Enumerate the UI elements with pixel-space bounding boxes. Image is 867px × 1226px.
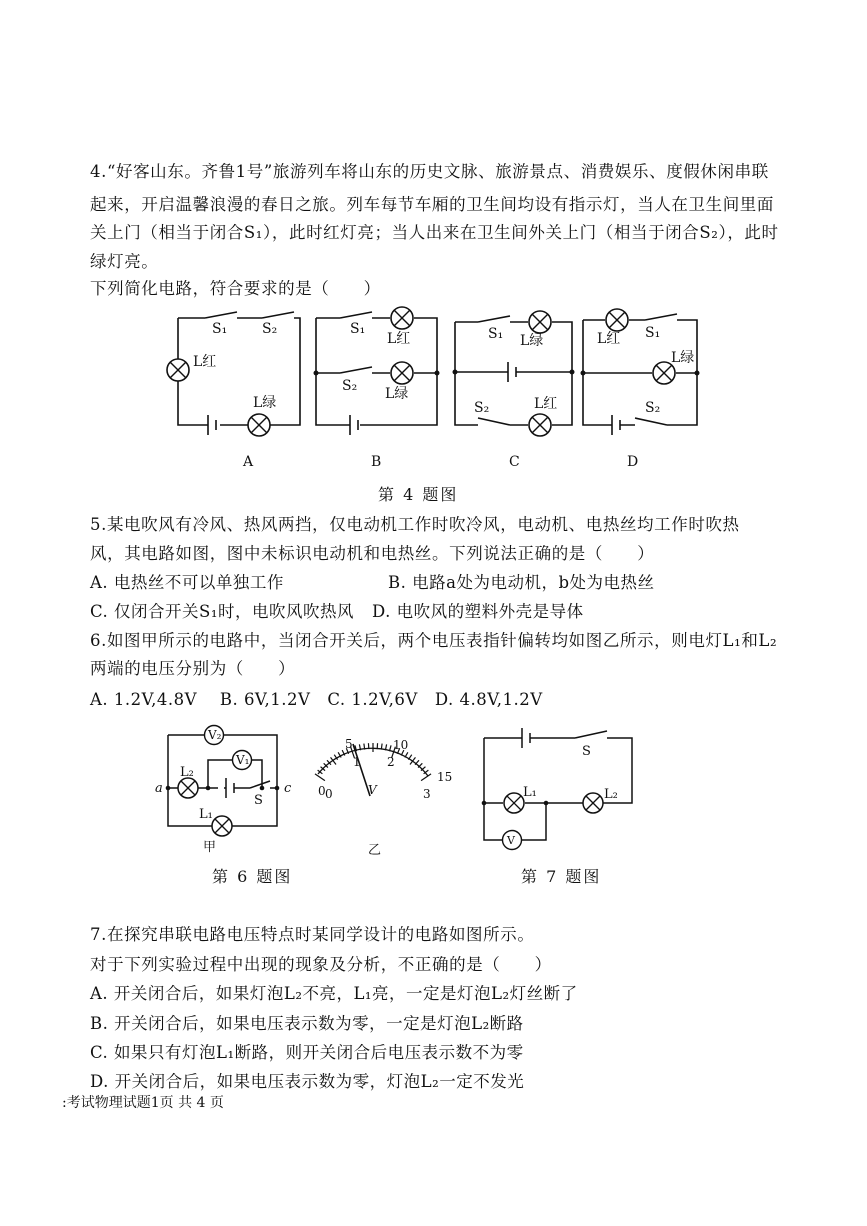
label-s2: S₂ xyxy=(474,400,490,416)
label-v: V xyxy=(507,834,515,847)
q7-option-d: D. 开关闭合后，如果电压表示数为零，灯泡L₂一定不发光 xyxy=(90,1072,525,1091)
q4-circuit-diagrams xyxy=(0,300,867,480)
label-v1: V₁ xyxy=(236,753,250,767)
option-label-a: A xyxy=(243,454,254,470)
q7-option-c: C. 如果只有灯泡L₁断路，则开关闭合后电压表示数不为零 xyxy=(90,1043,524,1062)
q7-figure xyxy=(484,728,632,840)
label-l-green: L绿 xyxy=(671,350,695,366)
label-l1: L₁ xyxy=(523,785,537,800)
meter-outer-5: 5 xyxy=(345,737,353,751)
lamp-icon xyxy=(391,307,413,329)
lamp-icon xyxy=(167,359,189,381)
q6-options: A. 1.2V,4.8V B. 6V,1.2V C. 1.2V,6V D. 4.8V,1.2V xyxy=(90,690,543,709)
q4-figure-caption: 第 4 题图 xyxy=(378,485,459,504)
label-c: c xyxy=(284,781,292,796)
label-s: S xyxy=(254,793,263,808)
label-l-red: L红 xyxy=(597,331,621,347)
label-l-green: L绿 xyxy=(520,333,544,349)
meter-unit-v: V xyxy=(368,783,377,797)
label-v2: V₂ xyxy=(208,728,222,742)
lamp-icon xyxy=(529,311,551,333)
q7-text-line2: 对于下列实验过程中出现的现象及分析，不正确的是（ ） xyxy=(90,955,552,974)
q7-option-a: A. 开关闭合后，如果灯泡L₂不亮，L₁亮，一定是灯泡L₂灯丝断了 xyxy=(90,984,578,1003)
lamp-icon xyxy=(391,362,413,384)
q5-text-line1: 5.某电吹风有冷风、热风两挡，仅电动机工作时吹冷风，电动机、电热丝均工作时吹热 xyxy=(90,515,740,534)
q4-text-line3: 关上门（相当于闭合S₁），此时红灯亮；当人出来在卫生间外关上门（相当于闭合S₂），此时 xyxy=(90,223,779,242)
q7-text-line1: 7.在探究串联电路电压特点时某同学设计的电路如图所示。 xyxy=(90,925,535,944)
figure-label-yi: 乙 xyxy=(368,843,382,858)
label-s1: S₁ xyxy=(645,325,661,341)
meter-inner-0: 0 xyxy=(325,787,333,801)
q6-figure-caption: 第 6 题图 xyxy=(212,867,293,886)
lamp-icon xyxy=(606,309,628,331)
lamp-icon xyxy=(529,414,551,436)
meter-tick xyxy=(364,744,365,750)
label-l-green: L绿 xyxy=(253,395,277,411)
q4-text-line1: 4.“好客山东。齐鲁1号”旅游列车将山东的历史文脉、旅游景点、消费娱乐、度假休闲串联 xyxy=(90,162,769,181)
meter-tick xyxy=(381,744,382,750)
q4-text-line5: 下列简化电路，符合要求的是（ ） xyxy=(90,279,381,298)
meter-inner-2: 2 xyxy=(387,755,395,769)
label-s1: S₁ xyxy=(350,321,366,337)
q6-text-line1: 6.如图甲所示的电路中，当闭合开关后，两个电压表指针偏转均如图乙所示，则电灯L₁和L₂ xyxy=(90,631,778,650)
label-s2: S₂ xyxy=(262,321,278,337)
meter-tick xyxy=(315,774,325,781)
page-footer: :考试物理试题1页 共 4 页 xyxy=(62,1095,224,1111)
q5-option-d: D. 电吹风的塑料外壳是导体 xyxy=(372,602,584,621)
label-s1: S₁ xyxy=(212,321,228,337)
meter-tick xyxy=(421,774,431,781)
lamp-icon xyxy=(583,793,603,813)
lamp-icon xyxy=(212,816,232,836)
option-label-c: C xyxy=(509,454,520,470)
meter-inner-1: 1 xyxy=(353,755,361,769)
q4-circuit-a xyxy=(178,312,300,435)
label-l-red: L红 xyxy=(387,331,411,347)
label-l2: L₂ xyxy=(180,765,194,780)
label-l1: L₁ xyxy=(199,807,213,822)
q7-figure-caption: 第 7 题图 xyxy=(521,867,602,886)
q4-text-line4: 绿灯亮。 xyxy=(90,252,159,271)
q4-circuit-b xyxy=(316,312,437,435)
q6-text-line2: 两端的电压分别为（ ） xyxy=(90,659,296,678)
q5-option-b: B. 电路a处为电动机，b处为电热丝 xyxy=(388,573,655,592)
lamp-icon xyxy=(248,414,270,436)
label-l2: L₂ xyxy=(604,787,618,802)
q5-text-line2: 风，其电路如图，图中未标识电动机和电热丝。下列说法正确的是（ ） xyxy=(90,544,655,563)
q5-option-c: C. 仅闭合开关S₁时，电吹风吹热风 xyxy=(90,602,354,621)
lamp-icon xyxy=(504,793,524,813)
q5-option-a: A. 电热丝不可以单独工作 xyxy=(90,573,284,592)
q7-option-b: B. 开关闭合后，如果电压表示数为零，一定是灯泡L₂断路 xyxy=(90,1014,524,1033)
label-l-red: L红 xyxy=(193,354,217,370)
label-s2: S₂ xyxy=(645,400,661,416)
meter-outer-10: 10 xyxy=(393,738,409,752)
label-s1: S₁ xyxy=(488,326,504,342)
option-label-d: D xyxy=(627,454,639,470)
label-s: S xyxy=(582,744,591,759)
meter-inner-3: 3 xyxy=(423,787,431,801)
meter-tick xyxy=(410,757,415,764)
label-l-red: L红 xyxy=(534,396,558,412)
q4-text-line2: 起来，开启温馨浪漫的春日之旅。列车每节车厢的卫生间均设有指示灯，当人在卫生间里面 xyxy=(90,195,774,214)
label-s2: S₂ xyxy=(342,378,358,394)
lamp-icon xyxy=(178,778,198,798)
label-l-green: L绿 xyxy=(385,386,409,402)
meter-outer-0: 0 xyxy=(318,784,326,798)
q6-q7-figures xyxy=(0,718,867,868)
figure-label-jia: 甲 xyxy=(203,840,217,855)
option-label-b: B xyxy=(371,454,382,470)
meter-outer-15: 15 xyxy=(437,770,453,784)
label-a: a xyxy=(155,781,163,796)
